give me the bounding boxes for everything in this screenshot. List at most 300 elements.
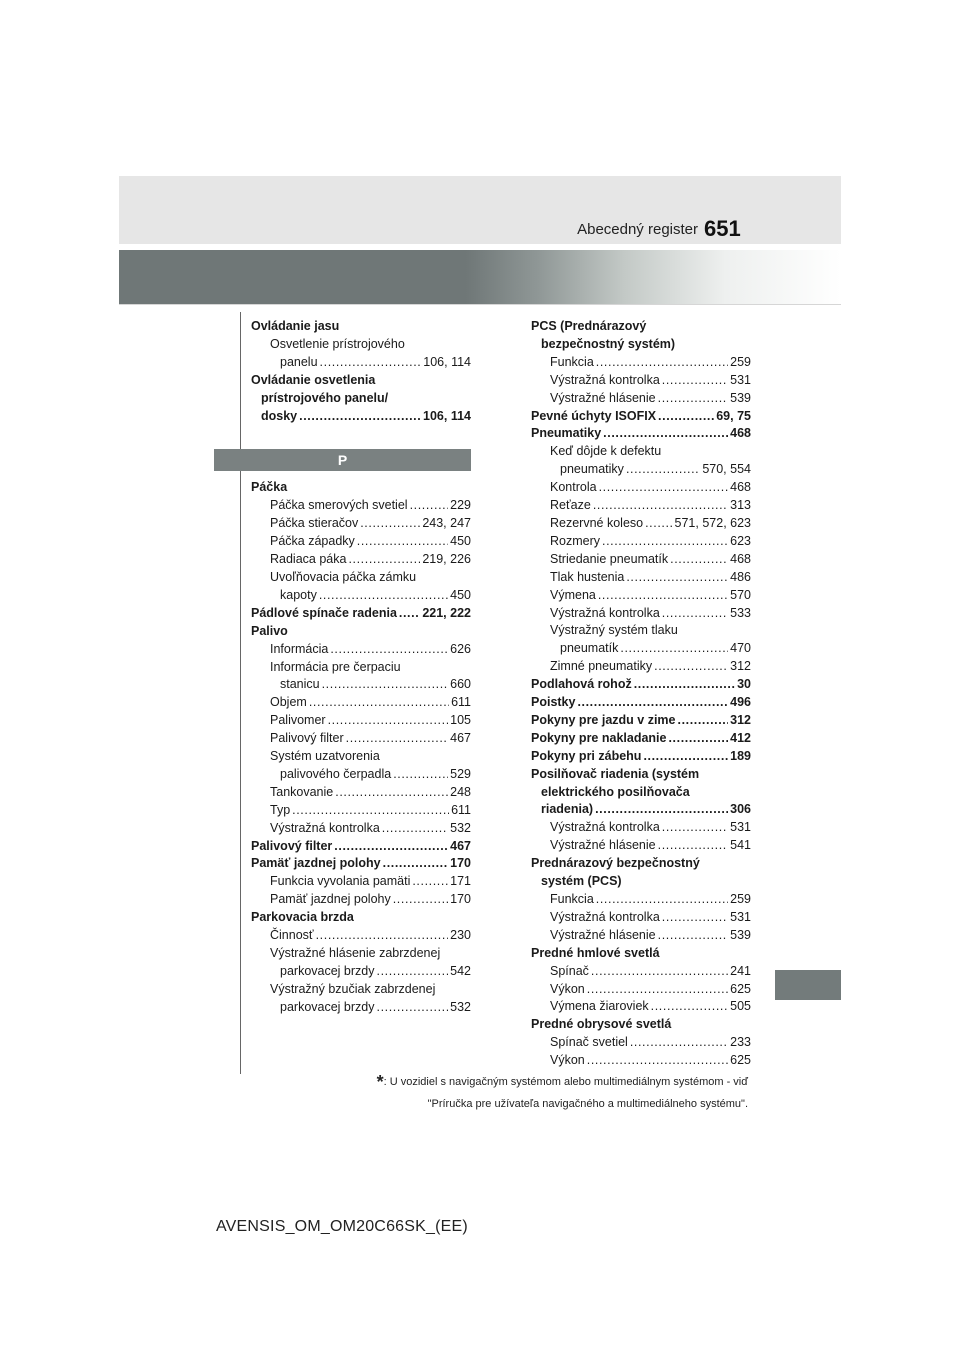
index-term: Rozmery bbox=[550, 533, 601, 548]
index-entry-line bbox=[531, 945, 751, 963]
header-gradient-band bbox=[119, 250, 841, 304]
dot-leader bbox=[334, 838, 448, 856]
footnote-text-1: : U vozidiel s navigačným systémom alebo multimediálnym systémom - viď bbox=[383, 1076, 748, 1088]
dot-leader bbox=[630, 1034, 728, 1052]
index-entry-line bbox=[531, 712, 751, 730]
dot-leader bbox=[348, 551, 420, 569]
index-entry bbox=[251, 981, 471, 1017]
footnote-line-1 bbox=[377, 1072, 748, 1093]
page-reference: 531 bbox=[730, 820, 751, 835]
dot-leader bbox=[587, 981, 728, 999]
page-reference: 233 bbox=[730, 1035, 751, 1050]
dot-leader bbox=[393, 891, 448, 909]
index-entry-line bbox=[531, 837, 751, 855]
page-reference: 248 bbox=[450, 784, 471, 799]
page-reference: 243, 247 bbox=[422, 516, 471, 531]
index-term: bezpečnostný systém) bbox=[541, 336, 676, 351]
dot-leader bbox=[596, 891, 728, 909]
index-entry bbox=[251, 891, 471, 909]
index-term: Predné obrysové svetlá bbox=[531, 1017, 672, 1032]
index-term: Striedanie pneumatík bbox=[550, 551, 669, 566]
index-term: Predné hmlové svetlá bbox=[531, 945, 660, 960]
dot-leader bbox=[603, 425, 728, 443]
index-entry-line bbox=[531, 587, 751, 605]
index-entry-line bbox=[251, 999, 471, 1017]
index-term: Výkon bbox=[550, 981, 585, 996]
index-entry bbox=[251, 336, 471, 372]
index-entry bbox=[531, 891, 751, 909]
index-term: Pevné úchyty ISOFIX bbox=[531, 408, 657, 423]
index-term: palivového čerpadla bbox=[280, 766, 392, 781]
index-term: Výmena žiaroviek bbox=[550, 999, 649, 1014]
index-entry bbox=[531, 425, 751, 443]
index-term: Kontrola bbox=[550, 480, 597, 495]
index-term: Palivo bbox=[251, 623, 288, 638]
index-entry-line bbox=[251, 676, 471, 694]
header-divider bbox=[119, 304, 841, 305]
index-entry-line bbox=[251, 784, 471, 802]
index-entry bbox=[251, 533, 471, 551]
dot-leader bbox=[658, 927, 729, 945]
index-entry-line bbox=[251, 945, 471, 963]
index-term: Výmena bbox=[550, 587, 596, 602]
index-entry-line bbox=[251, 497, 471, 515]
index-entry-line bbox=[531, 819, 751, 837]
dot-leader bbox=[322, 676, 449, 694]
page-reference: 570 bbox=[730, 587, 751, 602]
page-reference: 531 bbox=[730, 372, 751, 387]
index-entry bbox=[251, 748, 471, 784]
dot-leader bbox=[662, 909, 728, 927]
index-term: Pamäť jazdnej polohy bbox=[270, 892, 391, 907]
index-entry-line bbox=[531, 605, 751, 623]
dot-leader bbox=[634, 676, 735, 694]
dot-leader bbox=[410, 497, 449, 515]
page-reference: 542 bbox=[450, 963, 471, 978]
dot-leader bbox=[620, 640, 728, 658]
index-term: Výstražný systém tlaku bbox=[550, 623, 678, 638]
index-entry-line bbox=[531, 1052, 751, 1070]
dot-leader bbox=[319, 587, 448, 605]
index-term: Palivomer bbox=[270, 713, 326, 728]
index-column-right bbox=[531, 318, 751, 1070]
index-entry bbox=[251, 802, 471, 820]
index-entry-line bbox=[531, 855, 751, 873]
page-reference: 467 bbox=[450, 731, 471, 746]
dot-leader bbox=[357, 533, 448, 551]
index-entry-line bbox=[531, 801, 751, 819]
index-entry-line bbox=[251, 855, 471, 873]
index-entry-line bbox=[251, 372, 471, 390]
index-term: stanicu bbox=[280, 677, 320, 692]
dot-leader bbox=[593, 497, 728, 515]
page-reference: 306 bbox=[730, 802, 751, 817]
index-entry-line bbox=[251, 408, 471, 426]
index-entry bbox=[531, 712, 751, 730]
dot-leader bbox=[377, 963, 449, 981]
dot-leader bbox=[626, 569, 728, 587]
index-entry bbox=[251, 372, 471, 426]
index-term: Funkcia bbox=[550, 892, 594, 906]
dot-leader bbox=[399, 605, 420, 623]
page-reference: 105 bbox=[450, 713, 471, 728]
index-term: Páčka bbox=[251, 480, 288, 495]
index-term: Výstražné hlásenie bbox=[550, 838, 656, 853]
dot-leader bbox=[678, 712, 729, 730]
page-reference: 486 bbox=[730, 569, 751, 584]
index-term: Rezervné koleso bbox=[550, 515, 644, 530]
dot-leader bbox=[596, 354, 728, 372]
index-term: Pneumatiky bbox=[531, 426, 602, 441]
index-entry bbox=[531, 408, 751, 426]
index-entry bbox=[531, 945, 751, 963]
index-entry bbox=[251, 318, 471, 336]
index-term: Tlak hustenia bbox=[550, 569, 625, 584]
dot-leader bbox=[668, 730, 728, 748]
index-entry-line bbox=[531, 658, 751, 676]
dot-leader bbox=[651, 998, 728, 1016]
index-term: Výstražná kontrolka bbox=[550, 372, 660, 387]
dot-leader bbox=[598, 587, 728, 605]
index-term: Výstražné hlásenie bbox=[550, 390, 656, 405]
page-reference: 539 bbox=[730, 390, 751, 405]
column-rule bbox=[240, 312, 241, 1074]
page-reference: 450 bbox=[450, 587, 471, 602]
index-entry-line bbox=[531, 443, 751, 461]
index-entry-line bbox=[531, 676, 751, 694]
dot-leader bbox=[658, 837, 729, 855]
index-term: Zimné pneumatiky bbox=[550, 659, 653, 674]
index-term: Pokyny pri zábehu bbox=[531, 748, 642, 763]
dot-leader bbox=[346, 730, 449, 748]
page-reference: 625 bbox=[730, 981, 751, 996]
index-entry-line bbox=[251, 390, 471, 408]
page-reference: 611 bbox=[451, 802, 471, 817]
index-term: Typ bbox=[270, 802, 291, 817]
dot-leader bbox=[335, 784, 448, 802]
index-entry-line bbox=[531, 963, 751, 981]
index-entry-line bbox=[531, 372, 751, 390]
index-term: pneumatiky bbox=[560, 462, 624, 477]
index-entry-line bbox=[251, 909, 471, 927]
index-entry-line bbox=[531, 1034, 751, 1052]
page-reference: 313 bbox=[730, 498, 751, 513]
page-reference: 496 bbox=[730, 695, 751, 710]
dot-leader bbox=[330, 641, 448, 659]
index-entry-line bbox=[531, 927, 751, 945]
index-entry-line bbox=[251, 873, 471, 891]
index-term: parkovacej brzdy bbox=[280, 963, 375, 978]
index-entry bbox=[251, 784, 471, 802]
index-term: Spínač bbox=[550, 963, 589, 978]
index-entry bbox=[251, 730, 471, 748]
index-term: Pokyny pre jazdu v zime bbox=[531, 712, 676, 727]
dot-leader bbox=[377, 999, 449, 1017]
index-entry bbox=[531, 676, 751, 694]
index-entry bbox=[531, 837, 751, 855]
model-code: AVENSIS_OM_OM20C66SK_(EE) bbox=[216, 1218, 468, 1235]
page-reference: 259 bbox=[730, 892, 751, 906]
index-entry bbox=[251, 515, 471, 533]
dot-leader bbox=[654, 658, 728, 676]
dot-leader bbox=[412, 873, 448, 891]
index-term: Páčka stieračov bbox=[270, 516, 359, 531]
page-header-title: Abecedný register bbox=[577, 221, 698, 238]
index-term: Palivový filter bbox=[270, 731, 344, 746]
index-entry-line bbox=[531, 408, 751, 426]
index-term: riadenia) bbox=[541, 802, 594, 817]
page-reference: 611 bbox=[451, 695, 471, 710]
index-entry-line bbox=[531, 748, 751, 766]
chapter-thumb-tab bbox=[775, 970, 841, 1000]
dot-leader bbox=[626, 461, 700, 479]
index-entry bbox=[251, 551, 471, 569]
index-term: Výstražný bzučiak zabrzdenej bbox=[270, 981, 436, 996]
index-entry-line bbox=[531, 730, 751, 748]
page-reference: 468 bbox=[730, 426, 751, 441]
index-term: Pamäť jazdnej polohy bbox=[251, 856, 381, 871]
index-term: Výstražná kontrolka bbox=[550, 909, 660, 924]
index-entry bbox=[531, 605, 751, 623]
index-entry-line bbox=[531, 981, 751, 999]
index-entry bbox=[531, 694, 751, 712]
dot-leader bbox=[383, 855, 449, 873]
page-reference: 221, 222 bbox=[422, 605, 471, 620]
index-entry-line bbox=[531, 318, 751, 336]
index-entry bbox=[251, 712, 471, 730]
index-entry bbox=[531, 963, 751, 981]
index-entry-line bbox=[531, 479, 751, 497]
index-term: Keď dôjde k defektu bbox=[550, 444, 662, 459]
index-entry bbox=[531, 748, 751, 766]
index-entry bbox=[251, 694, 471, 712]
index-entry bbox=[531, 855, 751, 891]
dot-leader bbox=[382, 820, 448, 838]
index-entry-line bbox=[251, 963, 471, 981]
index-entry bbox=[251, 605, 471, 623]
index-entry bbox=[531, 318, 751, 354]
page-reference: 170 bbox=[450, 892, 471, 907]
index-term: Informácia bbox=[270, 641, 329, 656]
index-entry-line bbox=[531, 1016, 751, 1034]
index-entry-line bbox=[251, 694, 471, 712]
index-term: Pokyny pre nakladanie bbox=[531, 730, 667, 745]
index-entry-line bbox=[531, 909, 751, 927]
page-reference: 219, 226 bbox=[422, 552, 471, 567]
index-entry bbox=[251, 945, 471, 981]
dot-leader bbox=[591, 963, 728, 981]
index-entry bbox=[251, 569, 471, 605]
index-entry-line bbox=[531, 998, 751, 1016]
index-entry bbox=[531, 658, 751, 676]
page-reference: 69, 75 bbox=[716, 408, 751, 423]
index-term: Ovládanie jasu bbox=[251, 319, 340, 333]
page-reference: 539 bbox=[730, 927, 751, 942]
index-entry bbox=[531, 354, 751, 372]
index-entry-line bbox=[531, 425, 751, 443]
page-reference: 541 bbox=[730, 838, 751, 853]
index-entry bbox=[251, 927, 471, 945]
dot-leader bbox=[645, 515, 672, 533]
index-entry-line bbox=[531, 694, 751, 712]
page-reference: 623 bbox=[730, 533, 751, 548]
index-entry-line bbox=[251, 748, 471, 766]
index-group-section-p bbox=[251, 479, 471, 1016]
page-reference: 532 bbox=[450, 999, 471, 1014]
dot-leader bbox=[587, 1052, 728, 1070]
index-entry-line bbox=[531, 515, 751, 533]
index-term: Ovládanie osvetlenia bbox=[251, 372, 376, 387]
page-reference: 468 bbox=[730, 480, 751, 495]
dot-leader bbox=[670, 551, 728, 569]
index-term: Palivový filter bbox=[251, 838, 333, 853]
page-reference: 533 bbox=[730, 605, 751, 620]
index-entry-line bbox=[531, 336, 751, 354]
index-entry bbox=[251, 659, 471, 695]
dot-leader bbox=[599, 479, 729, 497]
index-entry bbox=[251, 497, 471, 515]
index-term: Výstražná kontrolka bbox=[270, 820, 380, 835]
page-reference: 529 bbox=[450, 766, 471, 781]
index-entry bbox=[531, 497, 751, 515]
index-entry-line bbox=[531, 354, 751, 372]
page-reference: 30 bbox=[737, 677, 751, 692]
index-term: Radiaca páka bbox=[270, 552, 347, 567]
index-term: Tankovanie bbox=[270, 784, 334, 799]
index-entry bbox=[531, 1034, 751, 1052]
page-reference: 532 bbox=[450, 820, 471, 835]
dot-leader bbox=[595, 801, 728, 819]
index-entry-line bbox=[251, 891, 471, 909]
index-entry-line bbox=[531, 873, 751, 891]
dot-leader bbox=[360, 515, 420, 533]
page-reference: 450 bbox=[450, 534, 471, 549]
dot-leader bbox=[393, 766, 448, 784]
index-entry bbox=[251, 641, 471, 659]
dot-leader bbox=[292, 802, 449, 820]
index-entry-line bbox=[531, 640, 751, 658]
index-entry bbox=[251, 838, 471, 856]
index-term: Výstražné hlásenie bbox=[550, 927, 656, 942]
index-term: Výkon bbox=[550, 1053, 585, 1068]
page-number: 651 bbox=[704, 216, 741, 241]
index-entry bbox=[531, 998, 751, 1016]
page-reference: 531 bbox=[730, 909, 751, 924]
index-entry-line bbox=[531, 533, 751, 551]
index-entry bbox=[531, 1052, 751, 1070]
index-entry-line bbox=[251, 730, 471, 748]
dot-leader bbox=[320, 354, 422, 372]
index-entry-line bbox=[251, 766, 471, 784]
index-entry-line bbox=[251, 515, 471, 533]
index-term: PCS (Prednárazový bbox=[531, 319, 647, 333]
index-term: Páčka západky bbox=[270, 534, 355, 549]
index-group-before-section bbox=[251, 318, 471, 425]
page-reference: 470 bbox=[730, 641, 751, 656]
index-term: Pádlové spínače radenia bbox=[251, 605, 397, 620]
page-reference: 570, 554 bbox=[702, 462, 751, 477]
index-entry bbox=[251, 909, 471, 927]
dot-leader bbox=[658, 408, 714, 426]
index-term: Podlahová rohož bbox=[531, 677, 632, 692]
page-reference: 626 bbox=[450, 641, 471, 656]
index-entry bbox=[251, 873, 471, 891]
index-term: Funkcia vyvolania pamäti bbox=[270, 874, 411, 889]
dot-leader bbox=[662, 605, 728, 623]
index-term: Spínač svetiel bbox=[550, 1035, 628, 1050]
index-entry-line bbox=[251, 533, 471, 551]
index-entry-line bbox=[531, 551, 751, 569]
index-entry bbox=[531, 909, 751, 927]
index-term: Výstražná kontrolka bbox=[550, 820, 660, 835]
dot-leader bbox=[662, 372, 728, 390]
index-entry-line bbox=[251, 802, 471, 820]
page-reference: 412 bbox=[730, 730, 751, 745]
index-term: parkovacej brzdy bbox=[280, 999, 375, 1014]
index-entry bbox=[531, 551, 751, 569]
index-term: elektrického posilňovača bbox=[541, 784, 690, 799]
index-entry bbox=[251, 623, 471, 641]
page-reference: 171 bbox=[450, 874, 471, 889]
page-reference: 241 bbox=[730, 963, 751, 978]
index-entry bbox=[531, 766, 751, 820]
index-entry-line bbox=[251, 551, 471, 569]
index-term: Funkcia bbox=[550, 354, 594, 369]
index-entry-line bbox=[251, 569, 471, 587]
page-reference: 230 bbox=[450, 928, 471, 943]
index-entry bbox=[531, 730, 751, 748]
index-entry bbox=[531, 1016, 751, 1034]
page-reference: 571, 572, 623 bbox=[674, 515, 751, 530]
index-entry bbox=[531, 515, 751, 533]
page-reference: 259 bbox=[730, 354, 751, 369]
index-term: Objem bbox=[270, 695, 307, 710]
index-entry bbox=[531, 927, 751, 945]
index-term: Uvoľňovacia páčka zámku bbox=[270, 569, 417, 584]
index-entry-line bbox=[531, 569, 751, 587]
index-term: dosky bbox=[261, 408, 298, 423]
index-term: Reťaze bbox=[550, 498, 591, 513]
index-term: Systém uzatvorenia bbox=[270, 749, 380, 764]
index-entry bbox=[531, 819, 751, 837]
page-reference: 312 bbox=[730, 712, 751, 727]
index-entry-line bbox=[251, 479, 471, 497]
page-reference: 468 bbox=[730, 551, 751, 566]
index-entry-line bbox=[531, 390, 751, 408]
index-entry-line bbox=[531, 784, 751, 802]
index-entry-line bbox=[251, 927, 471, 945]
index-term: Poistky bbox=[531, 695, 576, 710]
index-term: prístrojového panelu/ bbox=[261, 390, 389, 405]
dot-leader bbox=[316, 927, 449, 945]
index-entry bbox=[531, 622, 751, 658]
index-entry bbox=[531, 533, 751, 551]
index-entry-line bbox=[251, 838, 471, 856]
index-entry bbox=[251, 479, 471, 497]
index-term: Informácia pre čerpaciu bbox=[270, 659, 401, 674]
index-term: Výstražné hlásenie zabrzdenej bbox=[270, 946, 441, 960]
index-column-left bbox=[251, 318, 471, 1017]
index-entry-line bbox=[251, 587, 471, 605]
index-term: pneumatík bbox=[560, 641, 619, 656]
dot-leader bbox=[299, 408, 421, 426]
page-reference: 467 bbox=[450, 838, 471, 853]
index-entry bbox=[531, 981, 751, 999]
index-entry-line bbox=[251, 659, 471, 677]
index-entry-line bbox=[251, 318, 471, 336]
dot-leader bbox=[577, 694, 728, 712]
page-reference: 170 bbox=[450, 856, 471, 871]
